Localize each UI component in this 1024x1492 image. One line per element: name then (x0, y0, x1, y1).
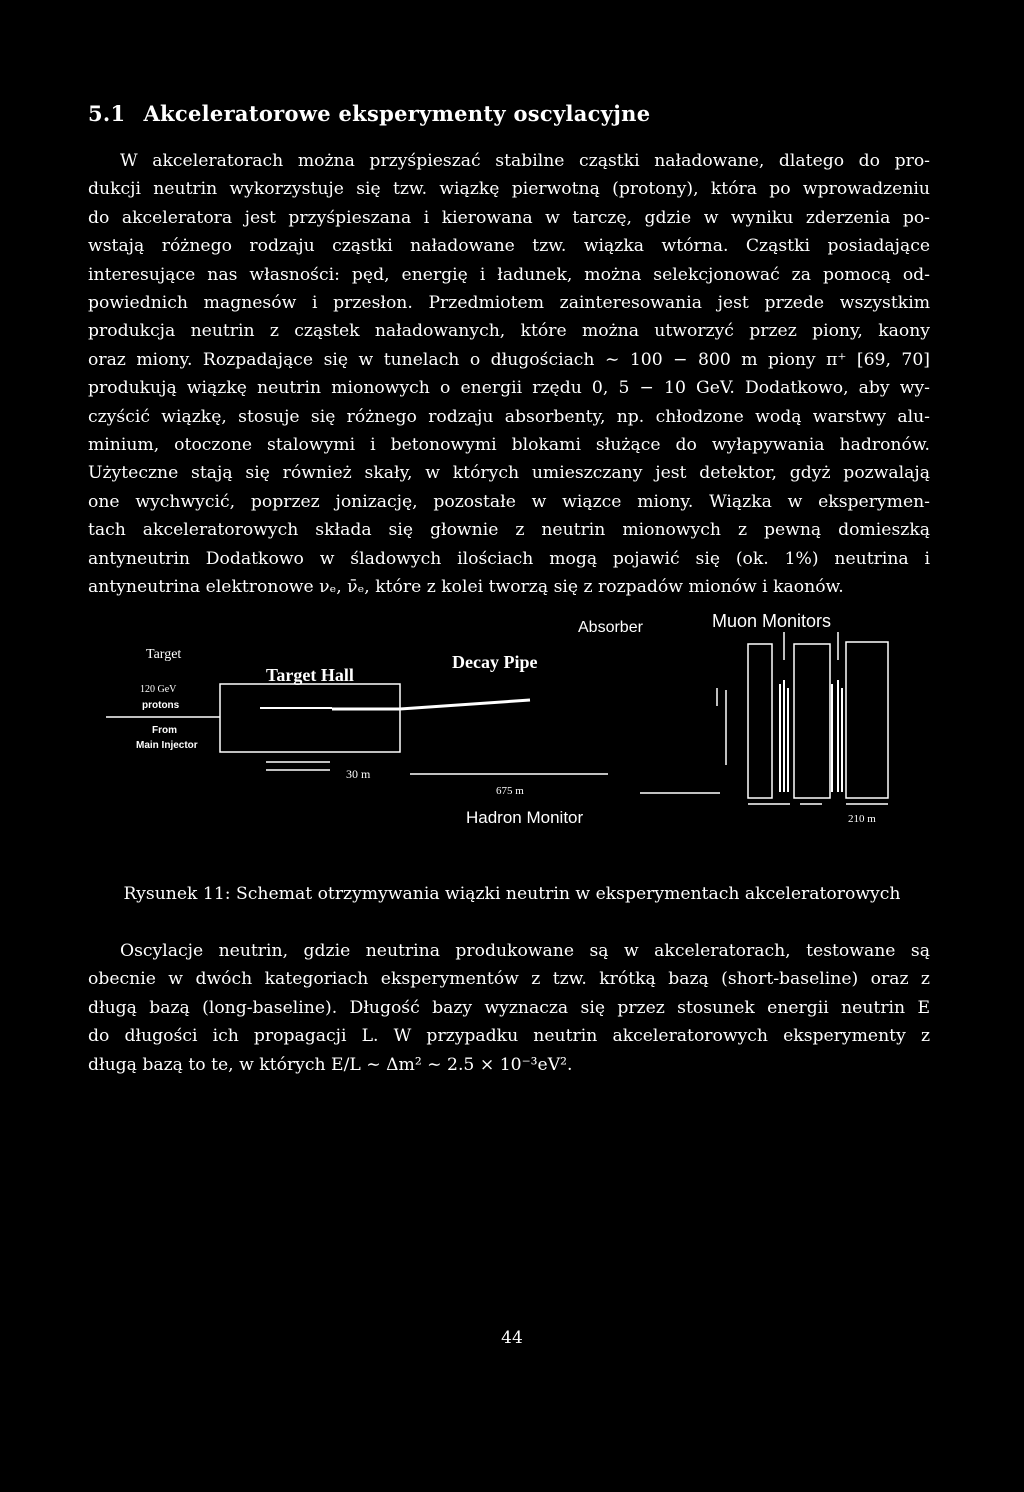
section-number: 5.1 (88, 101, 126, 126)
label-target-hall: Target Hall (266, 665, 354, 685)
label-675m: 675 m (496, 785, 524, 797)
label-decay-pipe: Decay Pipe (452, 652, 538, 672)
text-line: tach akceleratorowych składa się głownie z neutrin mionowych z pewną domieszką (88, 520, 930, 541)
label-protons: protons (142, 700, 180, 711)
text-line: Użyteczne stają się również skały, w których umieszczany jest detektor, gdyż pozwalają (88, 463, 930, 484)
text-line: antyneutrin Dodatkowo w śladowych ilościach mogą pojawić się (ok. 1%) neutrina i (88, 548, 930, 569)
label-210m: 210 m (848, 813, 876, 825)
text-line: długą bazą to te, w których E/L ∼ Δm² ∼ 2.5 × 10⁻³eV². (88, 1054, 573, 1075)
text-line: minium, otoczone stalowymi i betonowymi blokami służące do wyłapywania hadronów. (88, 435, 930, 456)
text-line: do długości ich propagacji L. W przypadku neutrin akceleratorowych eksperymenty z (88, 1026, 930, 1047)
text-line: obecnie w dwóch kategoriach eksperymentów z tzw. krótką bazą (short-baseline) oraz z (88, 969, 930, 990)
label-absorber: Absorber (578, 619, 643, 636)
beam-line-decay (332, 700, 530, 709)
text-line: długą bazą (long-baseline). Długość bazy wyznacza się przez stosunek energii neutrin E (88, 997, 930, 1018)
text-line: interesujące nas własności: pęd, energię i ładunek, można selekcjonować za pomocą od- (88, 264, 930, 285)
label-target: Target (146, 647, 182, 662)
paragraph-accelerator-intro (88, 147, 930, 602)
label-from: From (152, 725, 177, 736)
beamline-schematic-figure (100, 600, 920, 840)
page-number: 44 (501, 1328, 523, 1348)
text-line: czyścić wiązkę, stosuje się różnego rodzaju absorbenty, np. chłodzone wodą warstwy alu- (88, 406, 930, 427)
label-energy: 120 GeV (140, 684, 177, 695)
text-line: oraz miony. Rozpadające się w tunelach o długościach ∼ 100 − 800 m piony π⁺ [69, 70] (88, 349, 930, 370)
text-line: dukcji neutrin wykorzystuje się tzw. wiązkę pierwotną (protony), która po wprowadzeniu (88, 179, 930, 200)
beamline-schematic (100, 600, 920, 840)
figure-caption: Rysunek 11: Schemat otrzymywania wiązki neutrin w eksperymentach akceleratorowych (123, 884, 901, 904)
section-heading (88, 101, 650, 126)
muon-alcove-1 (748, 644, 772, 798)
text-line: antyneutrina elektronowe νₑ, ν̄ₑ, które z kolei tworzą się z rozpadów mionów i kaonów. (88, 577, 844, 598)
label-30m: 30 m (346, 767, 371, 781)
section-title: Akceleratorowe eksperymenty oscylacyjne (143, 101, 651, 126)
text-line: one wychwycić, poprzez jonizację, pozostałe w wiązce miony. Wiązka w eksperymen- (88, 491, 930, 512)
text-line: produkują wiązkę neutrin mionowych o energii rzędu 0, 5 − 10 GeV. Dodatkowo, aby wy- (88, 378, 930, 399)
text-line: W akceleratorach można przyśpieszać stabilne cząstki naładowane, dlatego do pro- (120, 151, 930, 171)
text-line: wstają różnego rodzaju cząstki naładowane tzw. wiązka wtórna. Cząstki posiadające (88, 236, 930, 257)
paragraph-baseline-categories (88, 937, 930, 1079)
text-line: Oscylacje neutrin, gdzie neutrina produkowane są w akceleratorach, testowane są (120, 941, 930, 961)
target-hall-box (220, 684, 400, 752)
text-line: do akceleratora jest przyśpieszana i kierowana w tarczę, gdzie w wyniku zderzenia po- (88, 207, 930, 228)
text-line: produkcja neutrin z cząstek naładowanych, które można utworzyć przez piony, kaony (88, 321, 930, 342)
label-hadron-monitor: Hadron Monitor (466, 808, 584, 827)
muon-alcove-2 (794, 644, 830, 798)
label-muon-monitors: Muon Monitors (712, 611, 832, 631)
label-main-injector: Main Injector (136, 740, 198, 751)
muon-alcove-3 (846, 642, 888, 798)
text-line: powiednich magnesów i przesłon. Przedmiotem zainteresowania jest przede wszystkim (88, 293, 930, 314)
